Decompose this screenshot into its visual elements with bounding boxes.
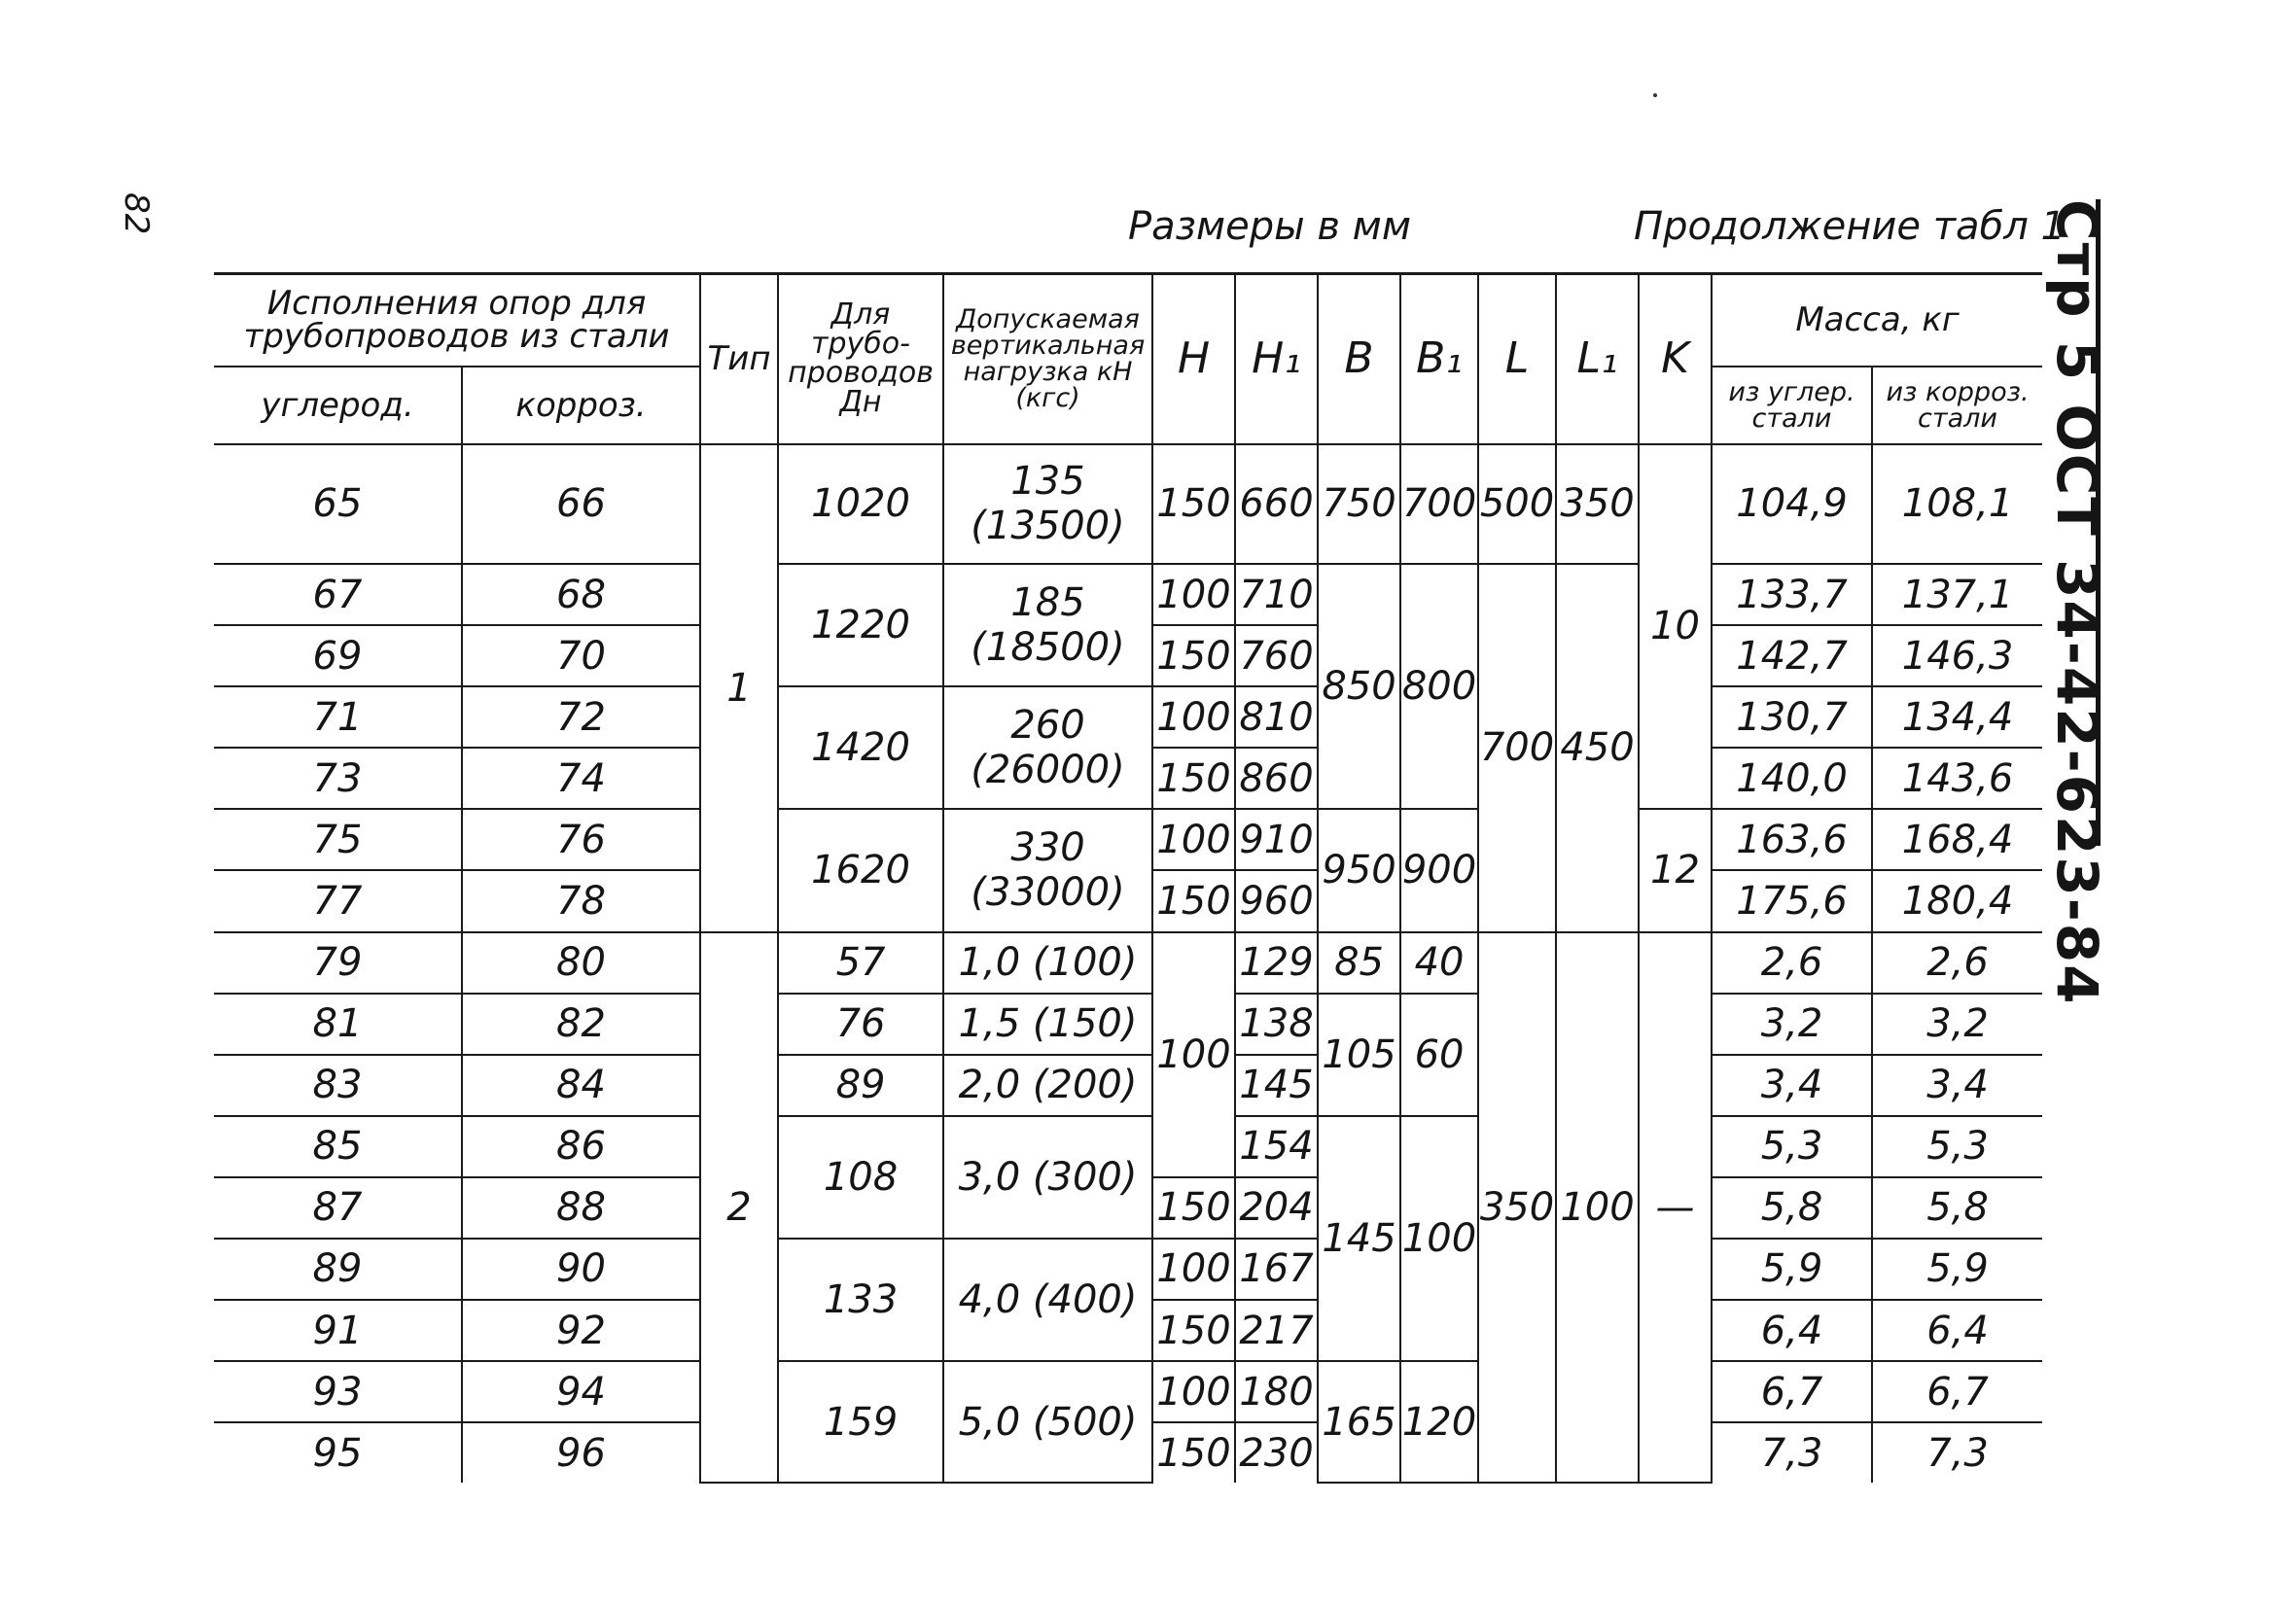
cell-load: 3,0 (300)	[943, 1116, 1152, 1239]
cell-dn: 1220	[778, 564, 943, 686]
cell-carbon: 89	[214, 1239, 462, 1300]
cell-mass-carbon: 2,6	[1712, 932, 1872, 994]
cell-dn: 57	[778, 932, 943, 994]
cell-corrosion: 94	[462, 1361, 700, 1422]
cell-carbon: 95	[214, 1422, 462, 1483]
cell-l1: 450	[1556, 564, 1639, 931]
cell-k: 12	[1639, 809, 1712, 931]
cell-carbon: 85	[214, 1116, 462, 1177]
cell-corrosion: 88	[462, 1177, 700, 1239]
cell-mass-carbon: 3,2	[1712, 994, 1872, 1055]
cell-b1: 120	[1400, 1361, 1478, 1483]
cell-mass-corrosion: 2,6	[1872, 932, 2042, 994]
header-mass-carbon: из углер. стали	[1712, 367, 1872, 444]
cell-dn: 133	[778, 1239, 943, 1361]
cell-load: 330 (33000)	[943, 809, 1152, 931]
header-carbon: углерод.	[214, 367, 462, 444]
cell-h: 100	[1152, 809, 1235, 870]
cell-h1: 217	[1235, 1300, 1318, 1361]
cell-h: 150	[1152, 625, 1235, 686]
header-mass-corrosion: из корроз. стали	[1872, 367, 2042, 444]
cell-dn: 159	[778, 1361, 943, 1483]
header-type: Тип	[700, 274, 778, 444]
cell-mass-corrosion: 146,3	[1872, 625, 2042, 686]
cell-h1: 180	[1235, 1361, 1318, 1422]
cell-carbon: 77	[214, 870, 462, 931]
cell-load: 1,0 (100)	[943, 932, 1152, 994]
cell-h1: 138	[1235, 994, 1318, 1055]
cell-l: 350	[1478, 932, 1556, 1484]
header-designs: Исполнения опор для трубопроводов из стали	[214, 274, 700, 367]
cell-h: 100	[1152, 932, 1235, 1177]
cell-h1: 145	[1235, 1055, 1318, 1116]
cell-h1: 129	[1235, 932, 1318, 994]
cell-k: —	[1639, 932, 1712, 1484]
cell-h: 150	[1152, 748, 1235, 809]
cell-mass-carbon: 175,6	[1712, 870, 1872, 931]
cell-mass-carbon: 5,8	[1712, 1177, 1872, 1239]
cell-b1: 100	[1400, 1116, 1478, 1361]
cell-corrosion: 70	[462, 625, 700, 686]
page-number: 82	[117, 192, 156, 235]
cell-mass-corrosion: 3,4	[1872, 1055, 2042, 1116]
cell-h1: 660	[1235, 444, 1318, 565]
cell-load: 1,5 (150)	[943, 994, 1152, 1055]
header-load: Допускаемая вертикальная нагрузка кН (кгс)	[943, 274, 1152, 444]
cell-corrosion: 84	[462, 1055, 700, 1116]
cell-h: 150	[1152, 1422, 1235, 1483]
cell-load: 185 (18500)	[943, 564, 1152, 686]
cell-k: 10	[1639, 444, 1712, 810]
cell-l: 500	[1478, 444, 1556, 565]
cell-l1: 350	[1556, 444, 1639, 565]
header-b: B	[1318, 274, 1400, 444]
cell-corrosion: 92	[462, 1300, 700, 1361]
standard-code: Стр 5 ОСТ 34-42-623-84	[2044, 199, 2110, 1006]
cell-carbon: 73	[214, 748, 462, 809]
cell-mass-corrosion: 180,4	[1872, 870, 2042, 931]
cell-mass-corrosion: 3,2	[1872, 994, 2042, 1055]
header-h: H	[1152, 274, 1235, 444]
header-h1: H₁	[1235, 274, 1318, 444]
cell-corrosion: 80	[462, 932, 700, 994]
cell-mass-corrosion: 143,6	[1872, 748, 2042, 809]
cell-carbon: 71	[214, 686, 462, 748]
cell-carbon: 69	[214, 625, 462, 686]
cell-h1: 230	[1235, 1422, 1318, 1483]
cell-mass-carbon: 6,4	[1712, 1300, 1872, 1361]
cell-mass-corrosion: 5,9	[1872, 1239, 2042, 1300]
cell-load: 260 (26000)	[943, 686, 1152, 809]
cell-b: 165	[1318, 1361, 1400, 1483]
cell-corrosion: 86	[462, 1116, 700, 1177]
cell-b1: 60	[1400, 994, 1478, 1116]
cell-b1: 800	[1400, 564, 1478, 809]
cell-corrosion: 74	[462, 748, 700, 809]
header-b1: B₁	[1400, 274, 1478, 444]
cell-h: 100	[1152, 1361, 1235, 1422]
cell-load: 4,0 (400)	[943, 1239, 1152, 1361]
cell-b: 85	[1318, 932, 1400, 994]
cell-corrosion: 82	[462, 994, 700, 1055]
cell-h: 150	[1152, 1177, 1235, 1239]
cell-h1: 860	[1235, 748, 1318, 809]
cell-mass-carbon: 163,6	[1712, 809, 1872, 870]
cell-h1: 910	[1235, 809, 1318, 870]
cell-corrosion: 72	[462, 686, 700, 748]
cell-load: 135 (13500)	[943, 444, 1152, 565]
cell-carbon: 83	[214, 1055, 462, 1116]
cell-mass-carbon: 5,3	[1712, 1116, 1872, 1177]
cell-h: 100	[1152, 1239, 1235, 1300]
cell-mass-corrosion: 5,3	[1872, 1116, 2042, 1177]
cell-mass-carbon: 3,4	[1712, 1055, 1872, 1116]
header-pipe-dn: Для трубо-проводов Дн	[778, 274, 943, 444]
cell-carbon: 67	[214, 564, 462, 625]
cell-mass-corrosion: 134,4	[1872, 686, 2042, 748]
cell-type: 1	[700, 444, 778, 932]
cell-h: 100	[1152, 564, 1235, 625]
cell-corrosion: 76	[462, 809, 700, 870]
cell-dn: 108	[778, 1116, 943, 1239]
scan-speck	[1653, 93, 1657, 97]
continuation-note: Продолжение табл 1	[1634, 204, 2066, 249]
cell-dn: 89	[778, 1055, 943, 1116]
cell-load: 5,0 (500)	[943, 1361, 1152, 1483]
supports-table	[214, 272, 2042, 1484]
cell-h1: 204	[1235, 1177, 1318, 1239]
cell-h1: 960	[1235, 870, 1318, 931]
cell-mass-corrosion: 168,4	[1872, 809, 2042, 870]
cell-b1: 40	[1400, 932, 1478, 994]
header-k: K	[1639, 274, 1712, 444]
cell-mass-corrosion: 6,4	[1872, 1300, 2042, 1361]
cell-carbon: 87	[214, 1177, 462, 1239]
cell-carbon: 93	[214, 1361, 462, 1422]
cell-b1: 700	[1400, 444, 1478, 565]
cell-corrosion: 96	[462, 1422, 700, 1483]
cell-l1: 100	[1556, 932, 1639, 1484]
cell-mass-carbon: 6,7	[1712, 1361, 1872, 1422]
cell-h1: 810	[1235, 686, 1318, 748]
cell-b: 950	[1318, 809, 1400, 931]
cell-carbon: 79	[214, 932, 462, 994]
cell-mass-carbon: 130,7	[1712, 686, 1872, 748]
cell-h: 150	[1152, 444, 1235, 565]
header-corrosion: корроз.	[462, 367, 700, 444]
cell-corrosion: 66	[462, 444, 700, 565]
cell-type: 2	[700, 932, 778, 1484]
cell-mass-corrosion: 7,3	[1872, 1422, 2042, 1483]
cell-corrosion: 90	[462, 1239, 700, 1300]
cell-h: 150	[1152, 870, 1235, 931]
cell-h1: 760	[1235, 625, 1318, 686]
cell-h: 150	[1152, 1300, 1235, 1361]
cell-mass-corrosion: 6,7	[1872, 1361, 2042, 1422]
cell-h1: 710	[1235, 564, 1318, 625]
cell-mass-carbon: 142,7	[1712, 625, 1872, 686]
cell-mass-carbon: 133,7	[1712, 564, 1872, 625]
cell-corrosion: 78	[462, 870, 700, 931]
cell-dn: 1020	[778, 444, 943, 565]
cell-b: 850	[1318, 564, 1400, 809]
cell-mass-carbon: 140,0	[1712, 748, 1872, 809]
header-l: L	[1478, 274, 1556, 444]
cell-dn: 76	[778, 994, 943, 1055]
cell-b: 105	[1318, 994, 1400, 1116]
cell-l: 700	[1478, 564, 1556, 931]
header-mass: Масса, кг	[1712, 274, 2042, 367]
cell-h: 100	[1152, 686, 1235, 748]
cell-carbon: 65	[214, 444, 462, 565]
cell-corrosion: 68	[462, 564, 700, 625]
cell-mass-corrosion: 108,1	[1872, 444, 2042, 565]
cell-carbon: 75	[214, 809, 462, 870]
cell-mass-carbon: 7,3	[1712, 1422, 1872, 1483]
cell-carbon: 81	[214, 994, 462, 1055]
header-l1: L₁	[1556, 274, 1639, 444]
cell-mass-corrosion: 5,8	[1872, 1177, 2042, 1239]
cell-load: 2,0 (200)	[943, 1055, 1152, 1116]
cell-b1: 900	[1400, 809, 1478, 931]
cell-b: 145	[1318, 1116, 1400, 1361]
cell-mass-carbon: 5,9	[1712, 1239, 1872, 1300]
cell-h1: 154	[1235, 1116, 1318, 1177]
cell-mass-corrosion: 137,1	[1872, 564, 2042, 625]
cell-h1: 167	[1235, 1239, 1318, 1300]
cell-carbon: 91	[214, 1300, 462, 1361]
cell-dn: 1620	[778, 809, 943, 931]
cell-b: 750	[1318, 444, 1400, 565]
cell-dn: 1420	[778, 686, 943, 809]
dimensions-note: Размеры в мм	[1128, 204, 1412, 249]
cell-mass-carbon: 104,9	[1712, 444, 1872, 565]
